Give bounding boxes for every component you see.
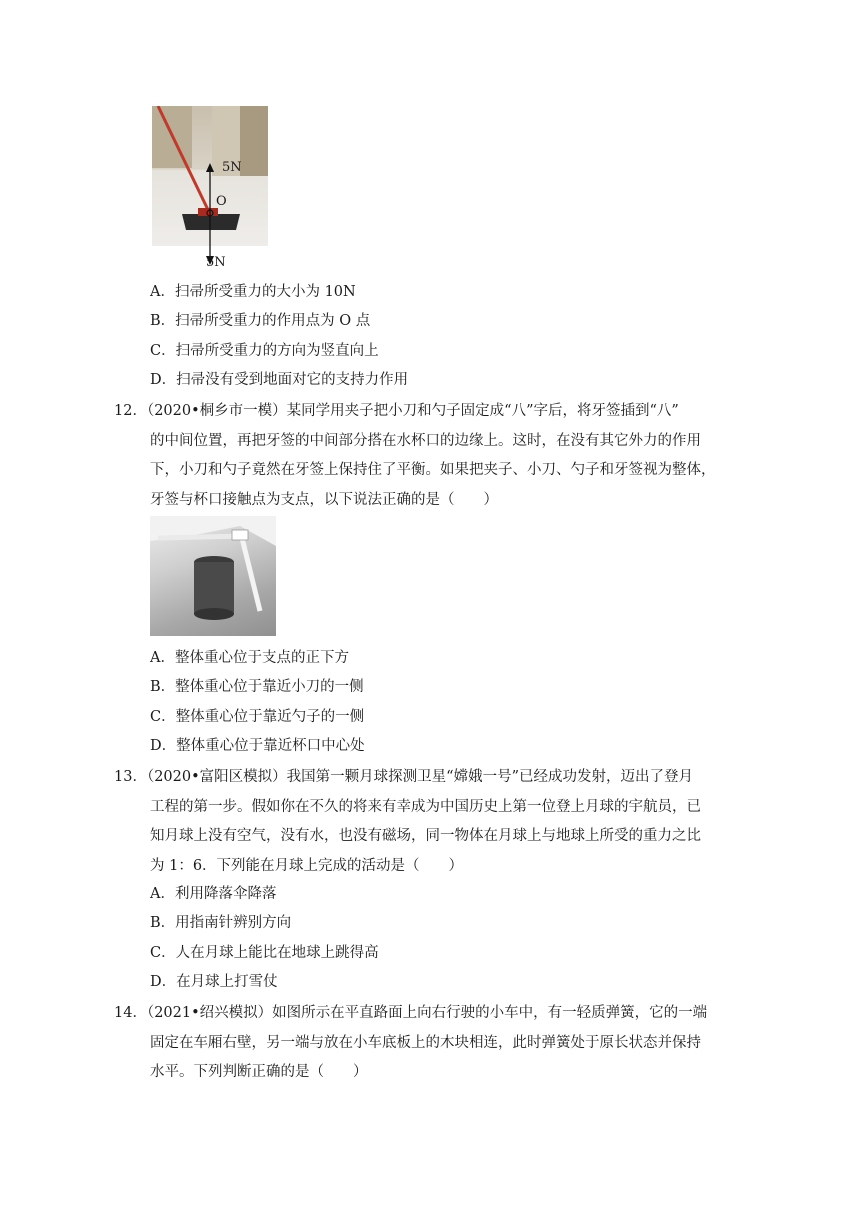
balance-cup-photo [150, 516, 276, 636]
q13-option-c: C．人在月球上能比在地球上跳得高 [150, 945, 379, 961]
q11-option-a: A．扫帚所受重力的大小为 10N [150, 284, 356, 300]
q12-line-1: 12．（2020•桐乡市一模）某同学用夹子把小刀和勺子固定成“八”字后，将牙签插到“八” [114, 403, 679, 419]
q14-line-2: 固定在车厢右壁，另一端与放在小车底板上的木块相连，此时弹簧处于原长状态并保持 [150, 1034, 701, 1051]
q14-stem [114, 999, 734, 1088]
point-label-o: O [216, 194, 227, 209]
q13-line-3: 知月球上没有空气，没有水，也没有磁场，同一物体在月球上与地球上所受的重力之比 [150, 828, 701, 844]
q12-option-a: A．整体重心位于支点的正下方 [150, 650, 349, 666]
q13-line-4: 为 1：6．下列能在月球上完成的活动是（ ） [150, 857, 464, 874]
q13-line-1: 13．（2020•富阳区模拟）我国第一颗月球探测卫星“嫦娥一号”已经成功发射，迈出了登月 [114, 769, 693, 785]
q12-line-2: 的中间位置，再把牙签的中间部分搭在水杯口的边缘上。这时，在没有其它外力的作用 [150, 432, 701, 449]
q11-option-b: B．扫帚所受重力的作用点为 O 点 [150, 313, 371, 329]
q12-option-c: C．整体重心位于靠近勺子的一侧 [150, 709, 365, 725]
q11-option-d: D．扫帚没有受到地面对它的支持力作用 [150, 372, 409, 388]
q12-option-d: D．整体重心位于靠近杯口中心处 [150, 738, 365, 754]
force-label-bottom: 5N [206, 255, 226, 270]
q13-option-d: D．在月球上打雪仗 [150, 974, 278, 990]
force-label-top: 5N [222, 160, 242, 175]
q13-line-2: 工程的第一步。假如你在不久的将来有幸成为中国历史上第一位登上月球的宇航员，已 [150, 798, 701, 815]
q13-stem [114, 763, 734, 881]
q13-option-a: A．利用降落伞降落 [150, 886, 277, 902]
q12-option-b: B．整体重心位于靠近小刀的一侧 [150, 679, 364, 695]
cup-illustration [150, 516, 276, 636]
q12-line-3: 下，小刀和勺子竟然在牙签上保持住了平衡。如果把夹子、小刀、勺子和牙签视为整体， [150, 462, 716, 478]
q11-option-c: C．扫帚所受重力的方向为竖直向上 [150, 343, 379, 359]
q13-option-b: B．用指南针辨别方向 [150, 915, 292, 931]
q14-line-1: 14．（2021•绍兴模拟）如图所示在平直路面上向右行驶的小车中，有一轻质弹簧，它的一端 [114, 1005, 708, 1021]
q12-stem [114, 397, 734, 515]
q14-line-3: 水平。下列判断正确的是（ ） [150, 1064, 368, 1080]
q12-line-4: 牙签与杯口接触点为支点，以下说法正确的是（ ） [150, 491, 498, 508]
